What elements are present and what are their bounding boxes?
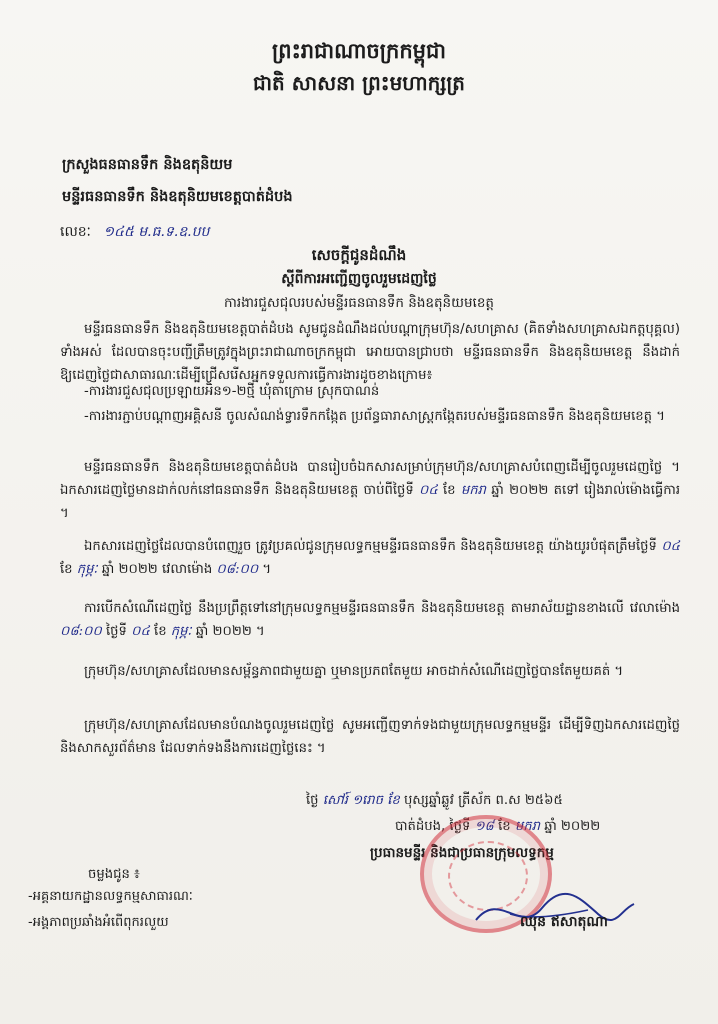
submission-day: ០៤ bbox=[661, 539, 680, 554]
documents-text-end: ឆ្នាំ ២០២២ តទៅ រៀងរាល់ម៉ោងធ្វើការ ។ bbox=[60, 483, 681, 521]
lunar-date-hand: សៅរ៍ ១រោច ខែ bbox=[322, 793, 400, 808]
notice-subtitle: ស្តីពីការអញ្ជើញចូលរួមដេញថ្លៃ bbox=[281, 271, 437, 287]
signer-title: ប្រធានមន្ទីរ និងជាប្រធានក្រុមលទ្ធកម្ម bbox=[370, 845, 554, 861]
paragraph-intro: មន្ទីរធនធានទឹក និងឧតុនិយមខេត្តបាត់ដំបង សូមជូនដំណឹងដល់បណ្តាក្រុមហ៊ុន/សហគ្រាស (គិតទាំងសហគ្រាសឯកត្តបុគ្គល) ទាំងអស់ ដែលបានចុះបញ្ជីត្រឹមត្រូវក្នុងព្រះរាជាណាចក្រកម្ពុជា អោយបានជ្រាបថា មន្ទីរធនធានទឹក និងឧតុនិយមខេត្ត នឹងដាក់ឱ្យដេញថ្លៃជាសាធារណៈដើម្បីជ្រើសរើសអ្នកទទួលការធ្វើការងារដូចខាងក្រោម៖ bbox=[60, 322, 680, 383]
opening-day-label: ថ្ងៃទី bbox=[106, 624, 127, 639]
opening-time: ០៨:០០ bbox=[60, 624, 102, 639]
solar-date-suffix: ឆ្នាំ ២០២២ bbox=[544, 819, 601, 834]
department-name: មន្ទីរធនធានទឹក និងឧតុនិយមខេត្តបាត់ដំបង bbox=[62, 189, 293, 205]
bullet-item-2: -ការងារភ្ជាប់បណ្តាញអគ្គិសនី ចូលសំណង់ទ្វារទឹកកង្កែត ប្រព័ន្ធធារាសាស្រ្តកង្កែតរបស់មន្ទីរធនធានទឹក និងឧតុនិយមខេត្ត ។ bbox=[84, 409, 665, 424]
solar-date-prefix: បាត់ដំបង, ថ្ងៃទី bbox=[395, 819, 471, 834]
submission-month-label: ខែ bbox=[60, 562, 73, 577]
motto-heading: ជាតិ សាសនា ព្រះមហាក្សត្រ bbox=[253, 71, 465, 95]
documents-text: មន្ទីរធនធានទឹក និងឧតុនិយមខេត្តបាត់ដំបង បានរៀបចំឯកសារសម្រាប់ក្រុមហ៊ុន/សហគ្រាសបំពេញដើម្បីចូលរួមដេញថ្លៃ ។ ឯកសារដេញថ្លៃមានដាក់លក់នៅធនធានទឹក និងឧតុនិយមខេត្ត ចាប់ពីថ្ងៃទី bbox=[60, 460, 680, 498]
solar-date-day: ១៨ bbox=[474, 819, 494, 834]
bullet-item-1: -ការងារជួសជុលប្រឡាយអិន១-២ថ្មី ឃុំតាក្រោម ស្រុកបាណន់ bbox=[84, 384, 380, 399]
submission-text: ឯកសារដេញថ្លៃដែលបានបំពេញរួច ត្រូវប្រគល់ជូនក្រុមលទ្ធកម្មមន្ទីរធនធានទឹក និងឧតុនិយមខេត្ត យ៉ាងយូរបំផុតត្រឹមថ្ងៃទី bbox=[84, 539, 657, 554]
reference-value: ១៤៥ ម.ធ.ទ.ឧ.បប bbox=[103, 224, 210, 240]
notice-topic: ការងារជួសជុលរបស់មន្ទីរធនធានទឹក និងឧតុនិយមខេត្ត bbox=[224, 295, 494, 311]
documents-day: ០៤ bbox=[419, 483, 438, 498]
reference-label: លេខៈ bbox=[60, 224, 91, 240]
signer-name: ឈុន ឥសាតុណា bbox=[520, 914, 608, 930]
cc-item-2: -អង្គភាពប្រឆាំងអំពើពុករលួយ bbox=[28, 915, 169, 930]
opening-month: កុម្ភៈ bbox=[170, 624, 192, 639]
ministry-name: ក្រសួងធនធានទឹក និងឧតុនិយម bbox=[62, 157, 233, 173]
documents-month-label: ខែ bbox=[443, 483, 456, 498]
paragraph-contact: ក្រុមហ៊ុន/សហគ្រាសដែលមានបំណងចូលរួមដេញថ្លៃ សូមអញ្ជើញទាក់ទងជាមួយក្រុមលទ្ធកម្មមន្ទីរ ដើម្បីទិញឯកសារដេញថ្លៃ និងសាកសួរព័ត៌មាន ដែលទាក់ទងនឹងការដេញថ្លៃនេះ ។ bbox=[60, 718, 680, 756]
submission-mid: ឆ្នាំ ២០២២ វេលាម៉ោង bbox=[101, 562, 213, 577]
opening-day: ០៤ bbox=[131, 624, 150, 639]
solar-date-month-label: ខែ bbox=[498, 819, 511, 834]
lunar-date-line bbox=[306, 792, 563, 811]
submission-month: កុម្ភៈ bbox=[76, 562, 98, 577]
opening-end: ឆ្នាំ ២០២២ ។ bbox=[195, 624, 265, 639]
paragraph-opening bbox=[60, 597, 680, 643]
submission-end: ។ bbox=[262, 562, 272, 577]
notice-title: សេចក្តីជូនដំណឹង bbox=[311, 246, 407, 264]
kingdom-heading: ព្រះរាជាណាចក្រកម្ពុជា bbox=[271, 39, 446, 63]
documents-month: មករា bbox=[460, 483, 486, 498]
opening-month-label: ខែ bbox=[154, 624, 167, 639]
paragraph-submission bbox=[60, 535, 680, 581]
lunar-date-suffix: បុស្សឆ្នាំឆ្លូវ ត្រីស័ក ព.ស ២៥៦៥ bbox=[403, 793, 563, 808]
solar-date-month: មករា bbox=[514, 819, 540, 834]
opening-text: ការបើកសំណើដេញថ្លៃ នឹងប្រព្រឹត្តទៅនៅក្រុមលទ្ធកម្មមន្ទីរធនធានទឹក និងឧតុនិយមខេត្ត តាមរាស័យដ្ឋានខាងលើ វេលាម៉ោង bbox=[84, 601, 680, 616]
cc-heading: ចម្លងជូន ៖ bbox=[88, 867, 140, 882]
paragraph-documents bbox=[60, 456, 680, 525]
paragraph-affiliation: ក្រុមហ៊ុន/សហគ្រាសដែលមានសម្ព័ន្ធភាពជាមួយគ្នា ឬមានប្រភពតែមួយ អាចដាក់សំណើដេញថ្លៃបានតែមួយគត់ ។ bbox=[84, 664, 624, 679]
lunar-date-prefix: ថ្ងៃ bbox=[306, 793, 319, 808]
submission-time: ០៨:០០ bbox=[216, 562, 259, 577]
cc-item-1: -អគ្គនាយកដ្ឋានលទ្ធកម្មសាធារណៈ bbox=[28, 889, 193, 904]
reference-number bbox=[60, 222, 209, 243]
